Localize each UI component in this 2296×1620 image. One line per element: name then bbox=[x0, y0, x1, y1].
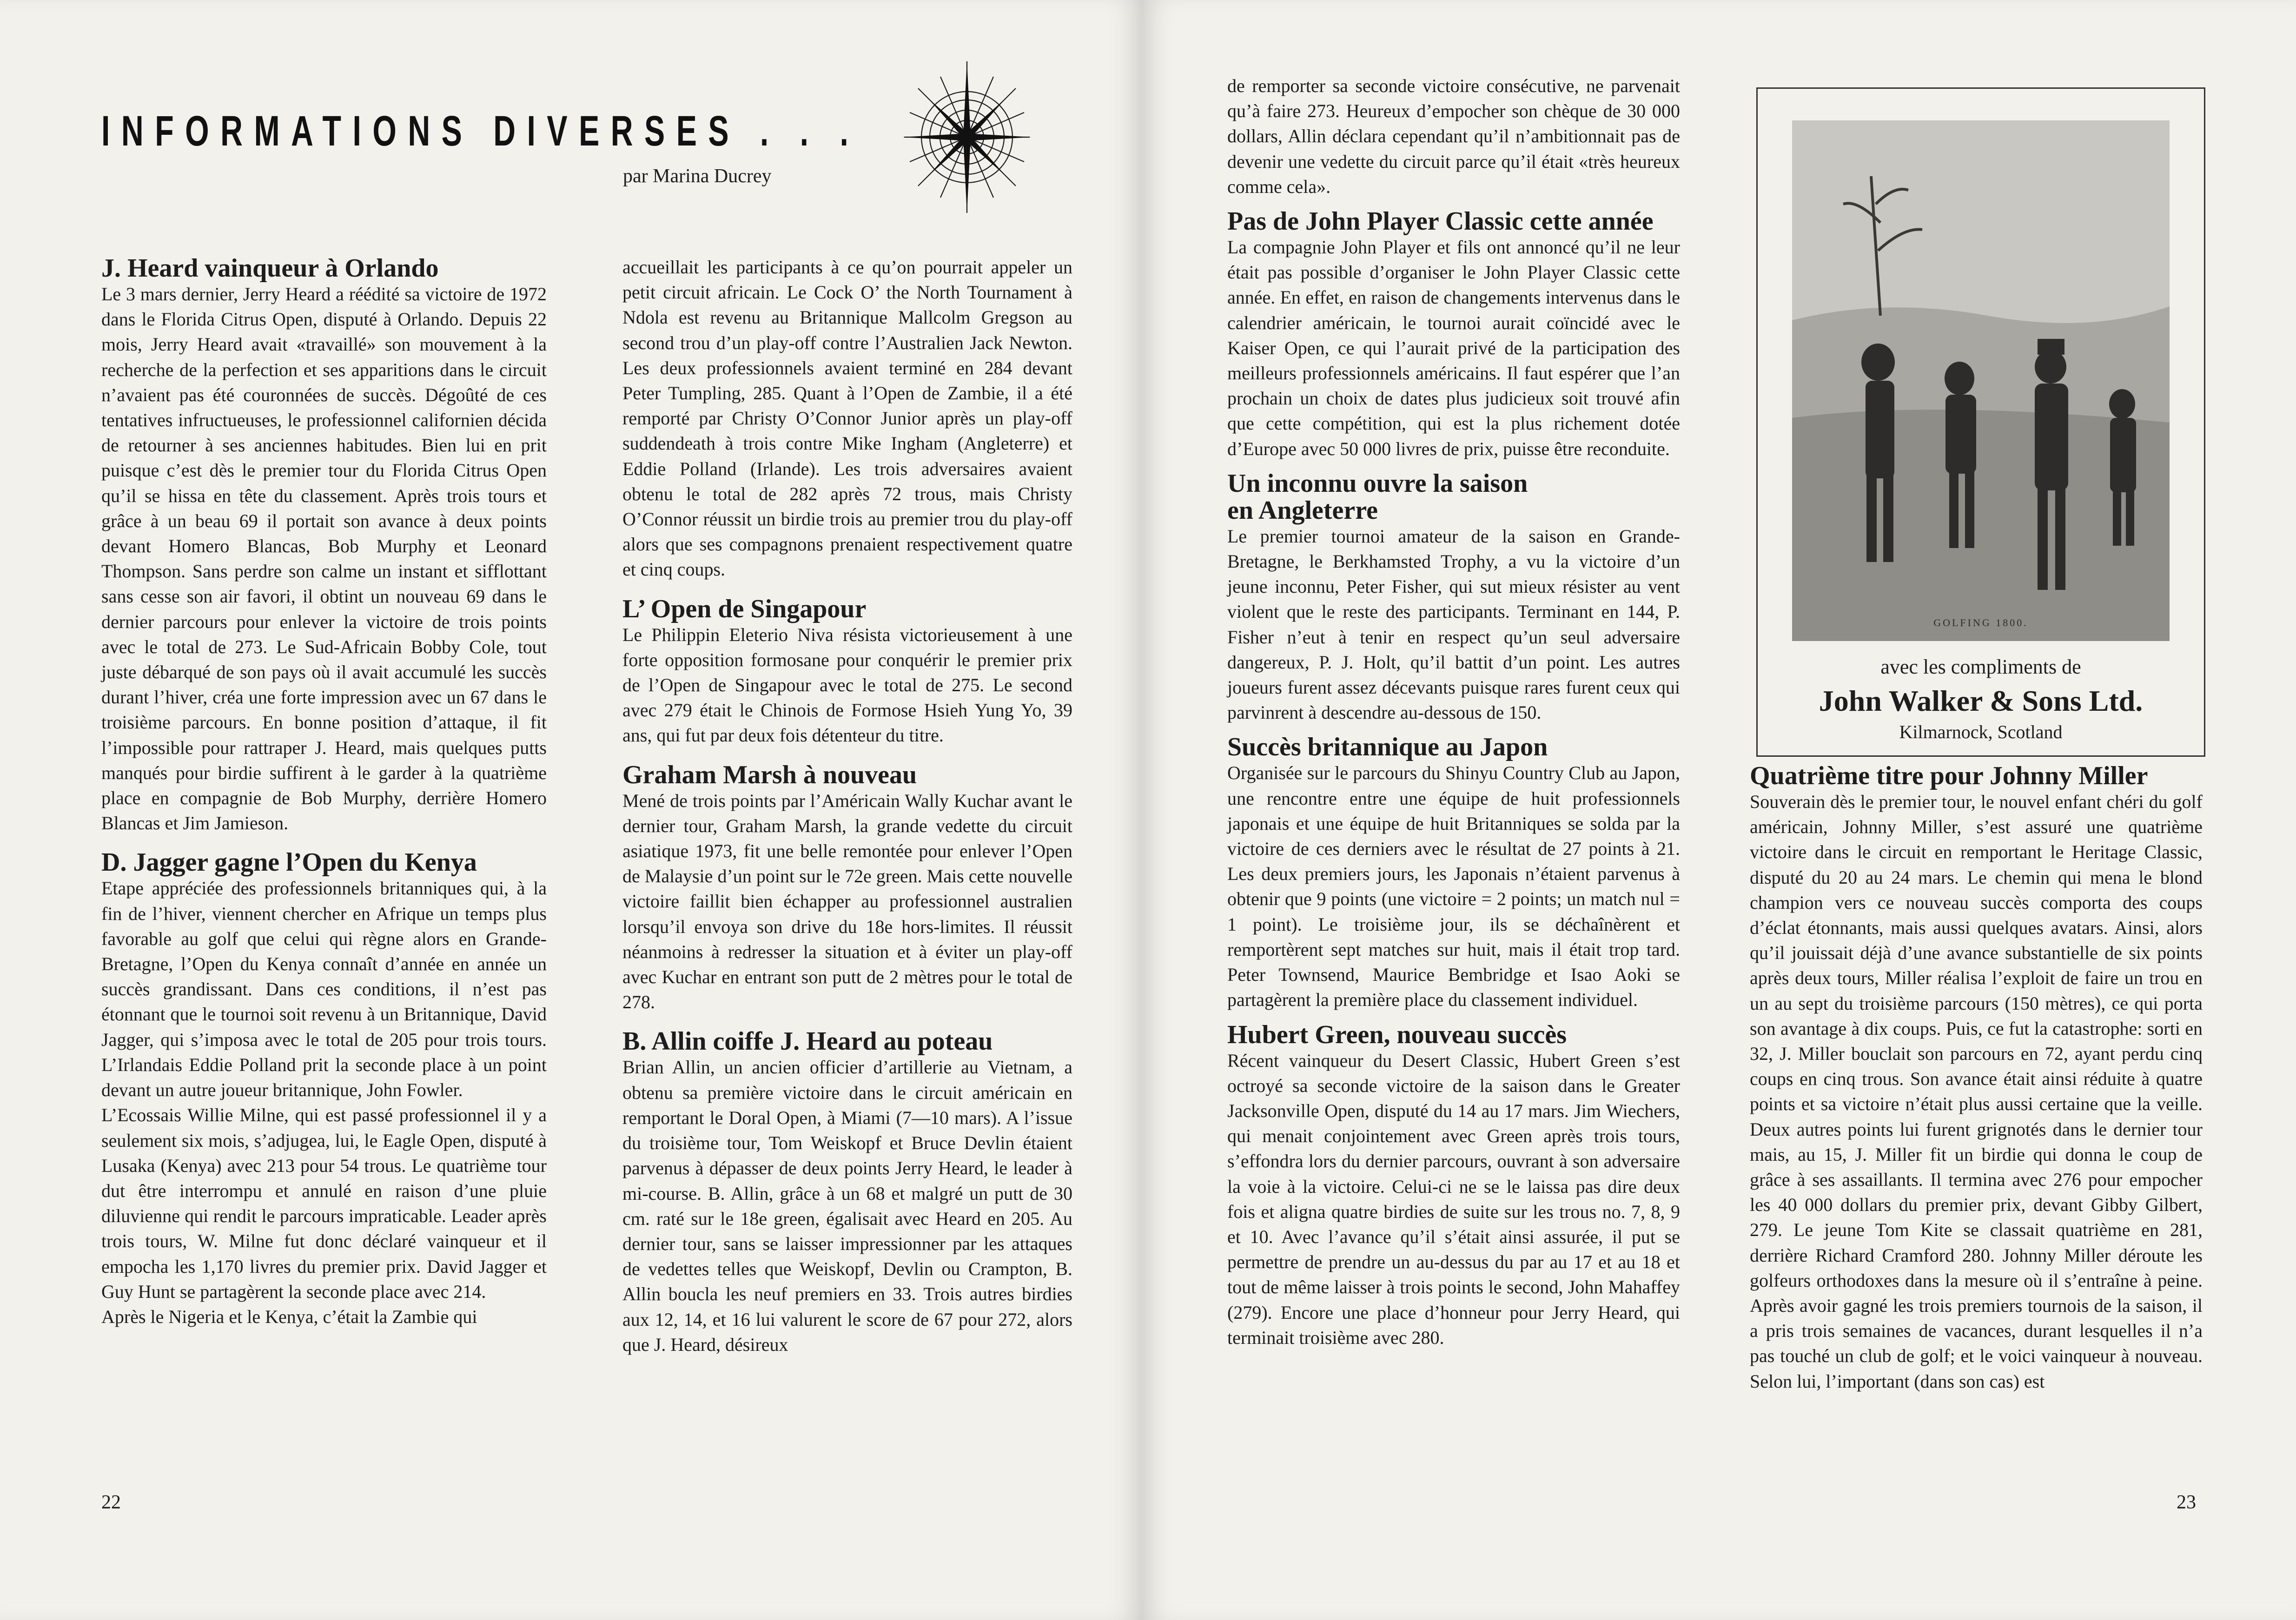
headline-line: Un inconnu ouvre la saison bbox=[1227, 469, 1528, 498]
compass-rose-icon bbox=[900, 60, 1034, 214]
paragraph: Le premier tournoi amateur de la saison en Grande-Bretagne, le Berkhamsted Trophy, a vu la victoire d’un jeune inconnu, Peter Fisher, qui sut mieux résister au vent violent que le reste des participants. Terminant en 144, P. Fisher n’eut à tenir en respect qu’un seul adversaire dangereux, P. J. Holt, qu’il battit d’un point. Les autres joueurs furent assez décevants puisque rares furent ceux qui parvinrent à descendre au-dessous de 150. bbox=[1227, 525, 1680, 723]
paragraph: Après le Nigeria et le Kenya, c’était la Zambie qui bbox=[101, 1306, 477, 1327]
section-title: INFORMATIONS DIVERSES . . . bbox=[101, 107, 860, 155]
paragraph: accueillait les participants à ce qu’on pourrait appeler un petit circuit africain. Le Cock O’ the North Tournament à Ndola est revenu au Britannique Mallcolm Gregson au second trou d’un play-off contre l’Australien Jack Newton. Les deux professionnels avaient terminé en 284 devant Peter Tumpling, 285. Quant à l’Open de Zambie, il a été remporté par Christy O’Connor Junior après un play-off suddendeath à trois contre Mike Ingham (Angleterre) et Eddie Polland (Irlande). Les trois adversaires avaient obtenu le total de 282 après 72 trous, mais Christy O’Connor réussit un birdie trois au premier trou du play-off alors que ses compagnons prenaient respectivement quatre et cinq coups. bbox=[622, 257, 1072, 580]
headline: Pas de John Player Classic cette année bbox=[1227, 207, 1654, 236]
column-right-2 bbox=[1750, 762, 2203, 1394]
paragraph: Récent vainqueur du Desert Classic, Hubert Green s’est octroyé sa seconde victoire de la saison dans le Greater Jacksonville Open, disputé du 14 au 17 mars. Jim Wiechers, qui menait conjointement avec Green après trois tours, s’effondra lors du dernier parcours, ouvrant à son adversaire la voie à la victoire. Celui-ci ne se le laissa pas dire deux fois et aligna quatre birdies de suite sur les trous no. 7, 8, 9 et 10. Avec l’avance qu’il s’était ainsi assurée, il put se permettre de prendre un au-dessus du par au 17 et au 18 et tout de même laisser à trois points le second, John Mahaffey (279). Encore une place d’honneur pour Jerry Heard, qui terminait troisième avec 280. bbox=[1227, 1050, 1680, 1348]
headline: Succès britannique au Japon bbox=[1227, 733, 1548, 762]
ad-compliments-text: avec les compliments de bbox=[1880, 655, 2081, 678]
headline: Graham Marsh à nouveau bbox=[622, 760, 917, 789]
paragraph: Etape appréciée des professionnels britanniques qui, à la fin de l’hiver, viennent chercher en Afrique un temps plus favorable au golf que celui qui règne alors en Grande-Bretagne, l’Open du Kenya connaît d’année en année un succès grandissant. Dans ces conditions, il n’est pas étonnant que le tournoi soit revenu à un Britannique, David Jagger, qui s’imposa avec le total de 205 pour trois tours. L’Irlandais Eddie Polland prit la seconde place à un point devant un autre joueur britannique, John Fowler. bbox=[101, 878, 547, 1101]
paragraph: Souverain dès le premier tour, le nouvel enfant chéri du golf américain, Johnny Miller, s’est assuré une quatrième victoire dans le circuit en remportant le Heritage Classic, disputé du 20 au 24 mars. Le chemin qui mena le blond champion vers ce nouveau succès comporta des coups d’éclat étonnants, mais aussi quelques avatars. Ainsi, alors qu’il jouissait déjà d’une avance substantielle de six points après deux tours, Miller réalisa l’exploit de faire un trou en un au sept du troisième parcours (150 mètres), ce qui porta son avantage à dix coups. Puis, ce fut la catastrophe: sorti en 32, J. Miller bouclait son parcours en 72, ayant perdu cinq coups en cinq trous. Son avance était ainsi réduite à quatre points et sa victoire n’était plus aussi certaine que la veille. Deux autres points lui furent grignotés dans le dernier tour mais, au 15, J. Miller fit un birdie qui donna le coup de grâce à ses assaillants. Il termina avec 276 pour empocher les 40 000 dollars du premier prix, devant Gibby Gilbert, 279. Le jeune Tom Kite se classait quatrième en 281, derrière Richard Cramford 280. Johnny Miller déroute les golfeurs orthodoxes dans la mesure où il s’entraîne à peine. Après avoir gagné les trois premiers tournois de la saison, il a pris trois semaines de vacances, durant lesquelles il n’a pas touché un club de golf; et le voici vainqueur à nouveau. Selon lui, l’important (dans son cas) est bbox=[1750, 791, 2203, 1392]
ad-location: Kilmarnock, Scotland bbox=[1899, 721, 2063, 742]
headline: Quatrième titre pour Johnny Miller bbox=[1750, 761, 2148, 790]
byline: par Marina Ducrey bbox=[623, 165, 772, 187]
column-left-2 bbox=[622, 255, 1072, 1357]
headline: B. Allin coiffe J. Heard au poteau bbox=[622, 1027, 993, 1056]
golfing-illustration bbox=[1792, 120, 2170, 641]
illustration-caption: GOLFING 1800. bbox=[1933, 617, 2028, 628]
column-left-1 bbox=[101, 255, 547, 1329]
headline bbox=[1227, 470, 1680, 524]
headline: D. Jagger gagne l’Open du Kenya bbox=[101, 848, 477, 877]
headline: Hubert Green, nouveau succès bbox=[1227, 1020, 1567, 1049]
golfers-engraving-image bbox=[1792, 120, 2170, 641]
column-right-1 bbox=[1227, 73, 1680, 1350]
paragraph: Organisée sur le parcours du Shinyu Country Club au Japon, une rencontre entre une équipe de huit professionnels japonais et une équipe de huit Britanniques se solda par la victoire de ces derniers avec le résultat de 27 points à 21. Les deux premiers jours, les Japonais n’étaient parvenus à obtenir que 9 points (une victoire = 2 points; un match nul = 1 point). Le troisième jour, ils se déchaînèrent et remportèrent sept matches sur huit, mais il était trop tard. Peter Townsend, Maurice Bembridge et Isao Aoki se partagèrent la première place du classement individuel. bbox=[1227, 762, 1680, 1011]
paragraph: La compagnie John Player et fils ont annoncé qu’il ne leur était pas possible d’organiser le John Player Classic cette année. En effet, en raison de changements intervenus dans le calendrier américain, le tournoi aurait coïncidé avec le Kaiser Open, ce qui l’aurait privé de la participation des meilleurs professionnels américains. Il faut espérer que l’an prochain un choix de dates plus judicieux soit trouvé afin que cette compétition, qui est la plus richement dotée d’Europe avec 50 000 livres de prix, puisse être reconduite. bbox=[1227, 237, 1680, 459]
paragraph: L’Ecossais Willie Milne, qui est passé professionnel il y a seulement six mois, s’adjugea, lui, le Eagle Open, disputé à Lusaka (Kenya) avec 213 pour 54 trous. Le quatrième tour dut être interrompu et annulé en raison d’une pluie diluvienne qui rendit le parcours impraticable. Leader après trois tours, W. Milne fut donc déclaré vainqueur et il empocha les 1,170 livres du premier prix. David Jagger et Guy Hunt se partagèrent la seconde place avec 214. bbox=[101, 1104, 547, 1302]
page-number: 22 bbox=[101, 1492, 121, 1513]
paragraph: Mené de trois points par l’Américain Wally Kuchar avant le dernier tour, Graham Marsh, la grande vedette du circuit asiatique 1973, fit une belle remontée pour enlever l’Open de Malaysie d’un point sur le 72e green. Mais cette nouvelle victoire faillit bien échapper au professionnel australien lorsqu’il envoya son drive du 18e hors-limites. Il réussit néanmoins à redresser la situation et à éviter un play-off avec Kuchar en entrant son putt de 2 mètres pour le total de 278. bbox=[622, 790, 1072, 1013]
paragraph: Brian Allin, un ancien officier d’artillerie au Vietnam, a obtenu sa première victoire dans le circuit américain en remportant le Doral Open, à Miami (7—10 mars). A l’issue du troisième tour, Tom Weiskopf et Bruce Devlin étaient parvenus à dépasser de deux points Jerry Heard, le leader à mi-course. B. Allin, grâce à un 68 et malgré un putt de 30 cm. raté sur le 18e green, égalisait avec Heard en 205. Au dernier tour, sans se laisser impressionner par les attaques de vedettes telles que Weiskopf, Devlin ou Crampton, B. Allin boucla les neuf premiers en 33. Trois autres birdies aux 12, 14, et 16 lui valurent le score de 67 pour 272, alors que J. Heard, désireux bbox=[622, 1057, 1072, 1355]
advertisement bbox=[1756, 87, 2205, 757]
ad-company-name: John Walker & Sons Ltd. bbox=[1819, 684, 2143, 717]
paragraph: Le 3 mars dernier, Jerry Heard a réédité sa victoire de 1972 dans le Florida Citrus Open, disputé à Orlando. Depuis 22 mois, Jerry Heard avait «travaillé» son mouvement à la recherche de la perfection et ses apparitions dans le circuit n’avaient pas été couronnées de succès. Dégoûté de ces tentatives infructueuses, le professionnel californien décida de retourner à ses anciennes habitudes. Bien lui en prit puisque c’est dès le premier tour du Florida Citrus Open qu’il se hissa en tête du classement. Après trois tours et grâce à un beau 69 il portait son avance à deux points devant Homero Blancas, Bob Murphy et Leonard Thompson. Sans perdre son calme un instant et sifflottant sans cesse son air favori, il obtint un nouveau 69 dans le dernier parcours pour enlever la victoire de trois points avec le total de 273. Le Sud-Africain Bobby Cole, tout juste débarqué de son pays où il avait accumulé les succès durant l’hiver, créa une forte impression avec un 67 dans le troisième parcours. En bonne position d’attaque, il fit l’impossible pour rattraper J. Heard, mais quelques putts manqués pour birdie suffirent à le garder à la quatrième place en compagnie de Bob Murphy, derrière Homero Blancas et Jim Jamieson. bbox=[101, 284, 547, 834]
page-number: 23 bbox=[2177, 1492, 2196, 1513]
paragraph: de remporter sa seconde victoire consécutive, ne parvenait qu’à faire 273. Heureux d’empocher son chèque de 30 000 dollars, Allin déclara cependant qu’il n’ambitionnait pas de devenir une vedette du circuit parce qu’il était «très heureux comme cela». bbox=[1227, 75, 1680, 197]
left-page bbox=[0, 0, 1142, 1620]
headline: J. Heard vainqueur à Orlando bbox=[101, 254, 439, 283]
headline: L’ Open de Singapour bbox=[622, 594, 867, 623]
paragraph: Le Philippin Eleterio Niva résista victorieusement à une forte opposition formosane pour conquérir le premier prix de l’Open de Singapour avec le total de 275. Le second avec 279 était le Chinois de Formose Hsieh Yung Yo, 39 ans, qui fut par deux fois détenteur du titre. bbox=[622, 624, 1072, 746]
headline-line: en Angleterre bbox=[1227, 496, 1378, 525]
